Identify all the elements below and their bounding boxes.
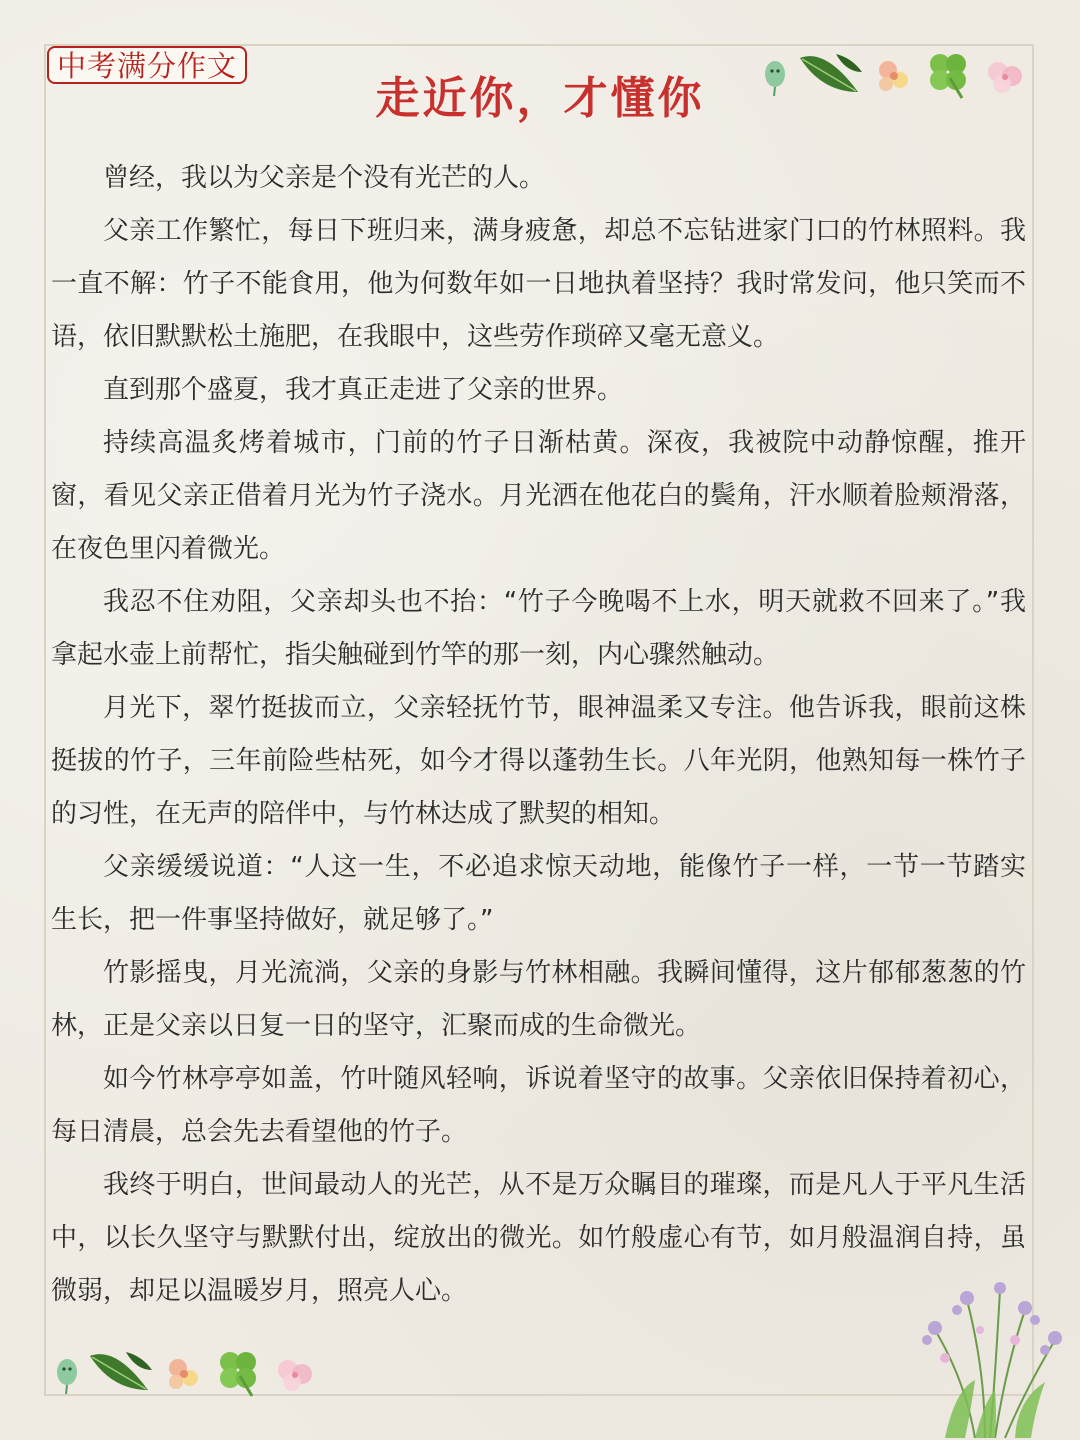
clover-icon: [924, 48, 972, 100]
flower-icon: [870, 54, 916, 100]
paragraph: 父亲工作繁忙，每日下班归来，满身疲惫，却总不忘钻进家门口的竹林照料。我一直不解：竹子不能食用，他为何数年如一日地执着坚持？我时常发问，他只笑而不语，依旧默默松土施肥，在我眼中，这些劳作琐碎又毫无意义。: [51, 216, 1026, 352]
leaf-icon: [796, 48, 866, 102]
sprout-icon: [760, 58, 790, 98]
blossom-icon: [980, 54, 1030, 100]
category-tag: 中考满分作文: [47, 46, 247, 84]
paragraph: 直到那个盛夏，我才真正走进了父亲的世界。: [103, 375, 624, 405]
paragraph: 父亲缓缓说道：“人这一生，不必追求惊天动地，能像竹子一样，一节一节踏实生长，把一件事坚持做好，就足够了。”: [51, 852, 1026, 935]
paragraph: 我忍不住劝阻，父亲却头也不抬：“竹子今晚喝不上水，明天就救不回来了。”我拿起水壶上前帮忙，指尖触碰到竹竿的那一刻，内心骤然触动。: [51, 587, 1026, 670]
paragraph: 我终于明白，世间最动人的光芒，从不是万众瞩目的璀璨，而是凡人于平凡生活中，以长久坚守与默默付出，绽放出的微光。如竹般虚心有节，如月般温润自持，虽微弱，却足以温暖岁月，照亮人心。: [51, 1170, 1026, 1306]
paragraph: 月光下，翠竹挺拔而立，父亲轻抚竹节，眼神温柔又专注。他告诉我，眼前这株挺拔的竹子，三年前险些枯死，如今才得以蓬勃生长。八年光阴，他熟知每一株竹子的习性，在无声的陪伴中，与竹林达成了默契的相知。: [51, 693, 1026, 829]
leaf-icon: [86, 1346, 156, 1400]
essay-title: 走近你，才懂你: [375, 73, 705, 124]
paragraph: 如今竹林亭亭如盖，竹叶随风轻响，诉说着坚守的故事。父亲依旧保持着初心，每日清晨，总会先去看望他的竹子。: [51, 1064, 1026, 1147]
flower-icon: [160, 1352, 206, 1398]
clover-icon: [214, 1346, 262, 1398]
paragraph: 竹影摇曳，月光流淌，父亲的身影与竹林相融。我瞬间懂得，这片郁郁葱葱的竹林，正是父亲以日复一日的坚守，汇聚而成的生命微光。: [51, 958, 1026, 1041]
essay-body: [51, 152, 1026, 1318]
sprout-icon: [52, 1356, 82, 1396]
paragraph: 曾经，我以为父亲是个没有光芒的人。: [103, 163, 546, 193]
flower-bouquet-icon: [905, 1270, 1075, 1438]
paragraph: 持续高温炙烤着城市，门前的竹子日渐枯黄。深夜，我被院中动静惊醒，推开窗，看见父亲正借着月光为竹子浇水。月光洒在他花白的鬓角，汗水顺着脸颊滑落，在夜色里闪着微光。: [51, 428, 1026, 564]
blossom-icon: [270, 1352, 320, 1398]
